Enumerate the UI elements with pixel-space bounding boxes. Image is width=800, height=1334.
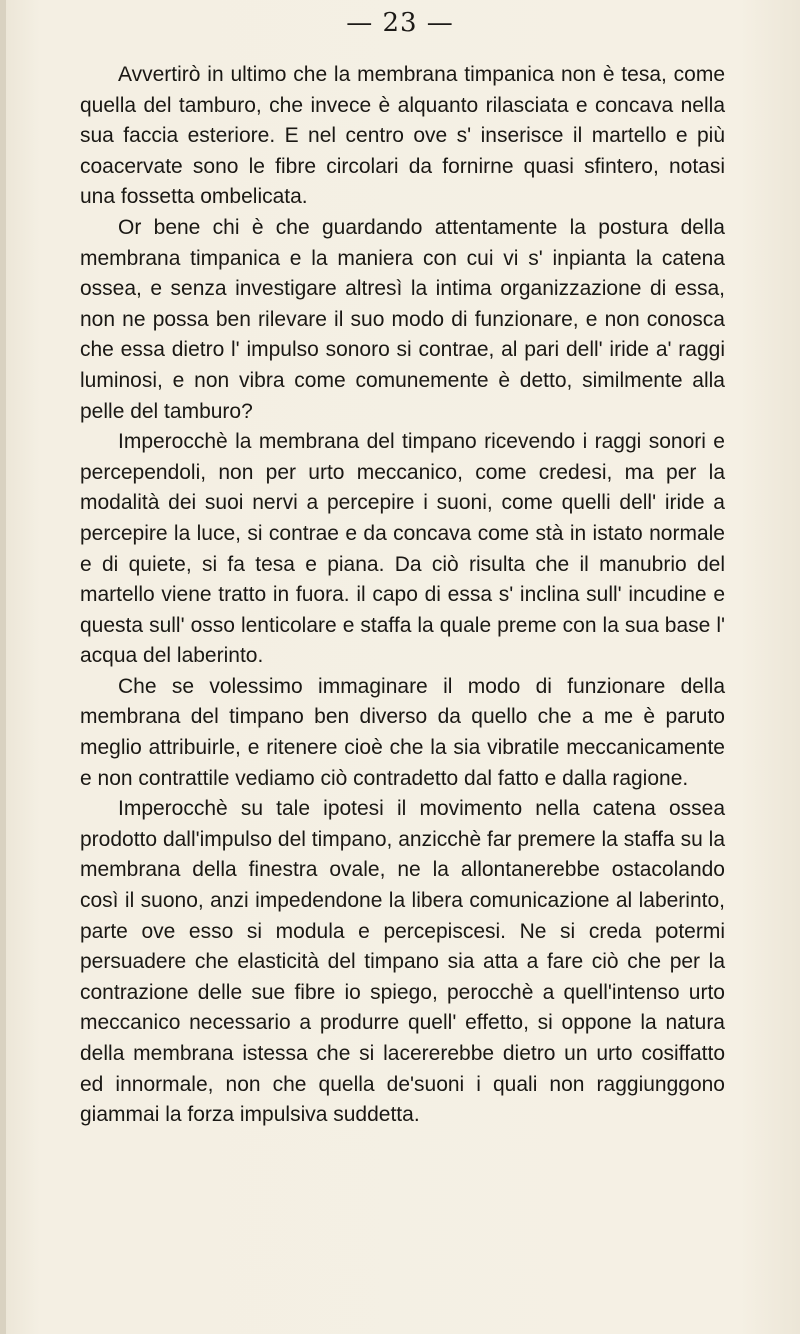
paragraph: Imperocchè su tale ipotesi il movimento nella catena ossea prodotto dall'impulso del timpano, anzicchè far premere la staffa su la membrana della finestra ovale, ne la allontanerebbe ostacolando così il suono, anzi impedendone la libera comunicazione al laberinto, parte ove esso si modula e percepiscesi. Ne si creda potermi persuadere che elasticità del timpano sia atta a fare ciò che per la contrazione delle sue fibre io spiego, perocchè a quell'intenso urto meccanico necessario a produrre quell' effetto, si oppone la natura della membrana istessa che si lacererebbe dietro un urto cosiffatto ed innormale, non che quella de'suoni i quali non raggiunggono giammai la forza impulsiva suddetta. — [80, 797, 725, 1127]
paragraph: Avvertirò in ultimo che la membrana timpanica non è tesa, come quella del tamburo, che invece è alquanto rilasciata e concava nella sua faccia esteriore. E nel centro ove s' inserisce il martello e più coacervate sono le fibre circolari da fornirne quasi sfintero, notasi una fossetta ombelicata. — [80, 63, 725, 209]
paragraph: Or bene chi è che guardando attentamente la postura della membrana timpanica e la maniera con cui vi s' inpianta la catena ossea, e senza investigare altresì la intima organizzazione di essa, non ne possa ben rilevare il suo modo di funzionare, e non conosca che essa dietro l' impulso sonoro si contrae, al pari dell' iride a' raggi luminosi, e non vibra come comunemente è detto, similmente alla pelle del tamburo? — [80, 215, 725, 423]
page-edge — [0, 0, 6, 1334]
page-number: — 23 — — [346, 8, 454, 38]
paragraph: Che se volessimo immaginare il modo di funzionare della membrana del timpano ben diverso da quello che a me è paruto meglio attribuirle, e ritenere cioè che la sia vibratile meccanicamente e non contrattile vediamo ciò contradetto dal fatto e dalla ragione. — [80, 674, 725, 790]
body-text — [80, 60, 725, 1131]
paragraph: Imperocchè la membrana del timpano ricevendo i raggi sonori e percependoli, non per urto meccanico, come credesi, ma per la modalità dei suoi nervi a percepire i suoni, come quelli dell' iride a percepire la luce, si contrae e da concava come stà in istato normale e di quiete, si fa tesa e piana. Da ciò risulta che il manubrio del martello viene tratto in fuora. il capo di essa s' inclina sull' incudine e questa sull' osso lenticolare e staffa la quale preme con la sua base l' acqua del laberinto. — [80, 430, 725, 668]
